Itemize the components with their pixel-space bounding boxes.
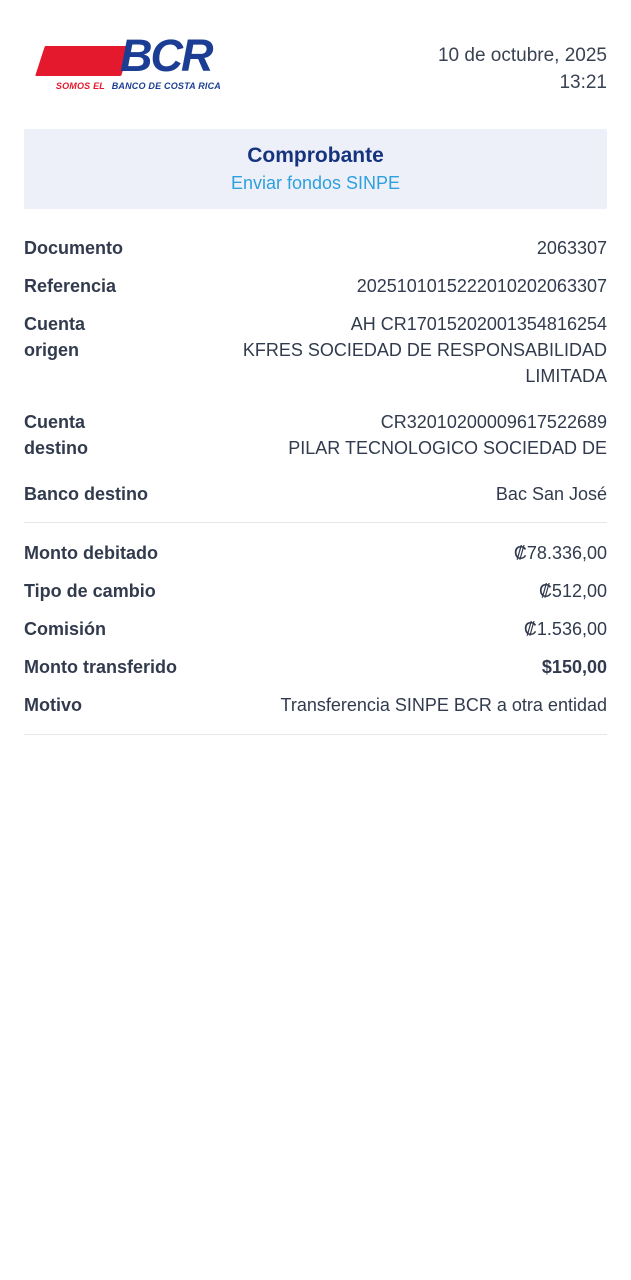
header bbox=[0, 0, 631, 96]
bcr-tagline-somos-el: SOMOS EL bbox=[55, 81, 105, 91]
bcr-logo-tagline bbox=[56, 81, 221, 91]
field-value bbox=[123, 235, 607, 261]
field-row-monto-debitado bbox=[24, 540, 607, 566]
field-label-line: Monto debitado bbox=[24, 543, 158, 563]
field-label bbox=[24, 273, 116, 299]
field-row-comision bbox=[24, 616, 607, 642]
field-label bbox=[24, 692, 82, 718]
field-value-line: ₡512,00 bbox=[538, 581, 607, 601]
field-value-line: PILAR TECNOLOGICO SOCIEDAD DE bbox=[288, 438, 607, 458]
field-value-line: CR32010200009617522689 bbox=[380, 412, 607, 432]
field-value-line: KFRES SOCIEDAD DE RESPONSABILIDAD bbox=[242, 340, 607, 360]
field-row-cuenta-origen bbox=[24, 311, 607, 389]
field-value bbox=[156, 578, 607, 604]
field-label-line: Motivo bbox=[24, 695, 82, 715]
field-label-line: Cuenta bbox=[24, 412, 86, 432]
time-text: 13:21 bbox=[559, 72, 607, 93]
field-row-banco-destino bbox=[24, 481, 607, 507]
receipt-subtitle: Enviar fondos SINPE bbox=[230, 173, 401, 193]
field-value-line: $150,00 bbox=[541, 657, 607, 677]
receipt-title: Comprobante bbox=[247, 144, 384, 167]
field-value-line: ₡1.536,00 bbox=[523, 619, 607, 639]
receipt-banner bbox=[24, 129, 607, 209]
field-row-referencia bbox=[24, 273, 607, 299]
field-label-line: Referencia bbox=[24, 276, 117, 296]
field-label-line: Documento bbox=[24, 238, 123, 258]
field-label bbox=[24, 540, 158, 566]
field-value bbox=[106, 616, 607, 642]
bcr-tagline-bank-name: BANCO DE COSTA RICA bbox=[111, 81, 221, 91]
field-value bbox=[177, 654, 607, 680]
receipt-details bbox=[24, 235, 607, 507]
field-value bbox=[116, 273, 607, 299]
field-label-line: Banco destino bbox=[24, 484, 149, 504]
field-row-cuenta-destino bbox=[24, 409, 607, 461]
bcr-logo bbox=[32, 30, 221, 96]
field-value bbox=[88, 409, 607, 461]
field-value-line: ₡78.336,00 bbox=[513, 543, 607, 563]
field-value-line: Bac San José bbox=[495, 484, 607, 504]
field-label-line: Cuenta bbox=[24, 314, 86, 334]
divider bbox=[24, 734, 607, 735]
field-label-line: Tipo de cambio bbox=[24, 581, 156, 601]
divider bbox=[24, 522, 607, 523]
field-value bbox=[158, 540, 607, 566]
datetime-block bbox=[438, 38, 607, 96]
field-value-line: 2025101015222010202063307 bbox=[356, 276, 607, 296]
field-label bbox=[24, 235, 123, 261]
field-value bbox=[85, 311, 607, 389]
field-value-line: Transferencia SINPE BCR a otra entidad bbox=[280, 695, 607, 715]
field-label bbox=[24, 654, 177, 680]
field-label bbox=[24, 578, 156, 604]
field-value bbox=[82, 692, 607, 718]
field-label bbox=[24, 616, 106, 642]
field-row-motivo bbox=[24, 692, 607, 718]
field-value-line: AH CR17015202001354816254 bbox=[350, 314, 607, 334]
field-label-line: origen bbox=[24, 340, 80, 360]
field-label bbox=[24, 481, 148, 507]
field-label bbox=[24, 311, 85, 363]
field-row-monto-transferido bbox=[24, 654, 607, 680]
field-row-documento bbox=[24, 235, 607, 261]
field-row-tipo-de-cambio bbox=[24, 578, 607, 604]
bcr-logo-acronym: BCR bbox=[120, 30, 212, 81]
receipt-amounts bbox=[24, 540, 607, 718]
date-text: 10 de octubre, 2025 bbox=[437, 45, 607, 66]
field-label-line: destino bbox=[24, 438, 89, 458]
field-label bbox=[24, 409, 88, 461]
field-value-line: LIMITADA bbox=[525, 366, 607, 386]
field-label-line: Monto transferido bbox=[24, 657, 177, 677]
field-label-line: Comisión bbox=[24, 619, 107, 639]
field-value bbox=[148, 481, 607, 507]
field-value-line: 2063307 bbox=[536, 238, 607, 258]
bcr-logo-red-shape-icon bbox=[35, 46, 131, 76]
